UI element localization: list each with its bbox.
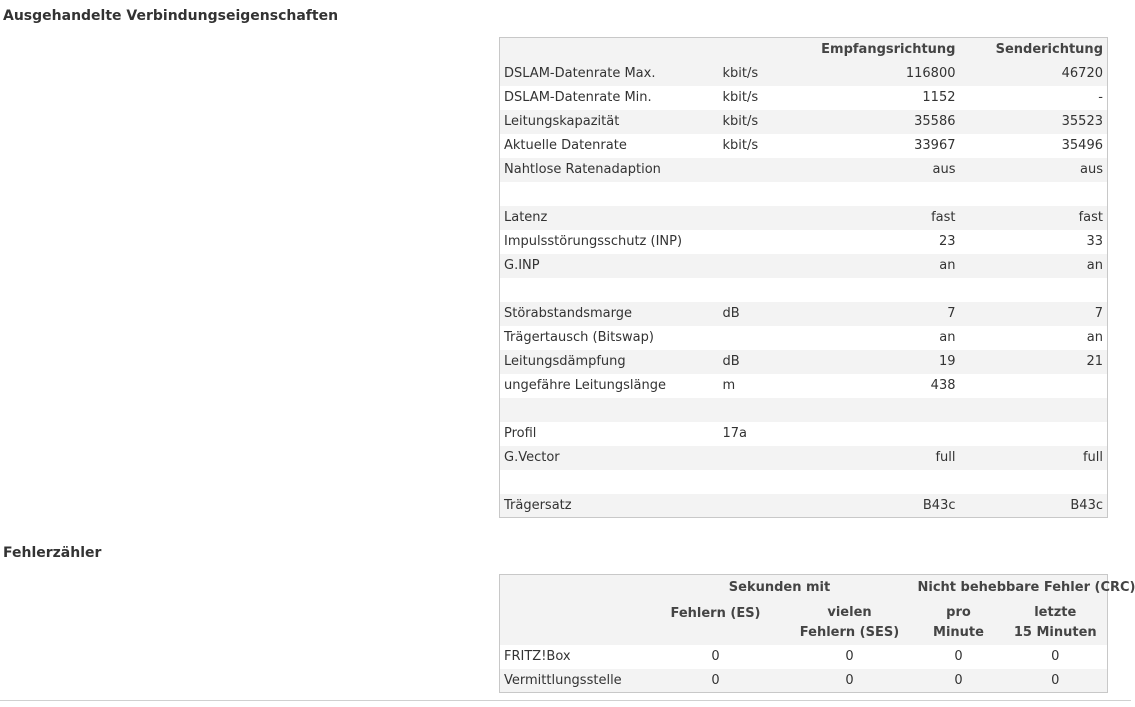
value-receive: 438 <box>930 378 956 393</box>
value-send: an <box>1086 258 1103 273</box>
section-title-negotiated-properties: Ausgehandelte Verbindungseigenschaften <box>3 8 339 24</box>
value-receive: 33967 <box>914 138 956 153</box>
value-receive: 19 <box>938 354 956 369</box>
table-row <box>500 374 1108 398</box>
value-send: 46720 <box>1061 66 1103 81</box>
value-es: 0 <box>711 672 720 688</box>
value-send: 33 <box>1086 234 1103 249</box>
table-row <box>500 158 1108 182</box>
table-row <box>500 669 1108 693</box>
group-header-crc: Nicht behebbare Fehler (CRC) <box>917 580 1135 596</box>
value-send <box>960 278 1108 302</box>
header-ses <box>786 601 914 645</box>
table-group-header-row <box>500 575 1108 601</box>
property-unit <box>719 230 799 254</box>
table-row <box>500 470 1108 494</box>
value-receive: 35586 <box>914 114 956 129</box>
property-unit <box>719 446 799 470</box>
value-send: fast <box>1078 210 1103 225</box>
table-header-row <box>500 38 1108 62</box>
property-name: Trägersatz <box>504 497 572 513</box>
table-row <box>500 446 1108 470</box>
value-receive: fast <box>931 210 956 225</box>
group-header-seconds: Sekunden mit <box>728 580 831 596</box>
value-crc-15-minutes: 0 <box>1051 672 1060 688</box>
table-row <box>500 350 1108 374</box>
table-row <box>500 398 1108 422</box>
table-row <box>500 278 1108 302</box>
header-send-direction: Senderichtung <box>995 42 1103 58</box>
value-send <box>960 398 1108 422</box>
header-receive-direction: Empfangsrichtung <box>821 42 956 58</box>
value-send: 21 <box>1086 354 1103 369</box>
value-receive: an <box>939 330 956 345</box>
bottom-divider <box>0 700 1131 701</box>
header-es-label: Fehlern (ES) <box>670 605 761 621</box>
table-row <box>500 494 1108 518</box>
value-receive: aus <box>932 162 956 177</box>
property-unit: m <box>722 378 736 393</box>
value-receive: 23 <box>938 234 956 249</box>
value-receive: 1152 <box>922 90 956 105</box>
property-name <box>500 470 719 494</box>
property-name: Latenz <box>504 210 548 225</box>
table-row <box>500 110 1108 134</box>
property-name: Trägertausch (Bitswap) <box>504 330 654 345</box>
header-per-minute <box>914 601 1004 645</box>
value-receive <box>799 422 960 446</box>
property-unit: dB <box>722 354 740 369</box>
property-unit: 17a <box>722 426 748 441</box>
table-row <box>500 645 1108 669</box>
value-crc-per-minute: 0 <box>954 649 963 664</box>
property-unit <box>719 470 799 494</box>
table-row <box>500 326 1108 350</box>
value-send <box>960 182 1108 206</box>
property-unit <box>719 254 799 278</box>
property-name: Profil <box>504 426 537 441</box>
property-name: DSLAM-Datenrate Max. <box>504 66 656 81</box>
group-header-empty <box>500 575 646 601</box>
header-last-15-minutes <box>1004 601 1108 645</box>
property-unit <box>719 326 799 350</box>
counter-source: Vermittlungsstelle <box>504 672 622 688</box>
property-name <box>500 278 719 302</box>
value-receive <box>799 278 960 302</box>
property-name: Leitungsdämpfung <box>504 354 626 369</box>
value-send: 7 <box>1094 306 1103 321</box>
header-pm-line2: Minute <box>933 624 984 640</box>
table-row <box>500 134 1108 158</box>
property-unit <box>719 494 799 518</box>
value-send <box>960 422 1108 446</box>
value-crc-per-minute: 0 <box>954 672 963 688</box>
header-pm-line1: pro <box>946 604 971 620</box>
value-send: full <box>1082 450 1103 465</box>
header-unit <box>719 38 799 62</box>
header-15-line2: 15 Minuten <box>1013 624 1097 640</box>
property-name: Impulsstörungsschutz (INP) <box>504 234 683 249</box>
table-row <box>500 182 1108 206</box>
property-name <box>500 398 719 422</box>
value-crc-15-minutes: 0 <box>1051 649 1060 664</box>
property-name: G.Vector <box>504 450 560 465</box>
value-send <box>960 470 1108 494</box>
header-name <box>500 601 646 645</box>
table-row <box>500 62 1108 86</box>
property-name: ungefähre Leitungslänge <box>504 378 666 393</box>
property-unit <box>719 158 799 182</box>
value-receive: an <box>939 258 956 273</box>
property-name: DSLAM-Datenrate Min. <box>504 90 652 105</box>
property-name: Störabstandsmarge <box>504 306 632 321</box>
table-row <box>500 302 1108 326</box>
error-counter-table <box>499 574 1135 693</box>
property-name <box>500 182 719 206</box>
value-receive: 116800 <box>905 66 956 81</box>
table-row <box>500 254 1108 278</box>
property-unit: kbit/s <box>722 114 759 129</box>
table-header-row <box>500 601 1108 645</box>
value-send: 35496 <box>1061 138 1103 153</box>
property-unit <box>719 182 799 206</box>
header-name <box>500 38 719 62</box>
value-send: B43c <box>1070 497 1103 513</box>
header-ses-line2: Fehlern (SES) <box>799 624 900 640</box>
property-name: G.INP <box>504 258 540 273</box>
value-receive: full <box>935 450 956 465</box>
value-send: 35523 <box>1061 114 1103 129</box>
table-row <box>500 206 1108 230</box>
property-unit: kbit/s <box>722 66 759 81</box>
property-unit: kbit/s <box>722 138 759 153</box>
property-unit: dB <box>722 306 740 321</box>
value-send <box>960 374 1108 398</box>
value-send: an <box>1086 330 1103 345</box>
property-name: Aktuelle Datenrate <box>504 138 627 153</box>
table-row <box>500 86 1108 110</box>
value-ses: 0 <box>845 649 854 664</box>
value-send: - <box>1098 90 1103 105</box>
value-ses: 0 <box>845 672 854 688</box>
value-send: aus <box>1080 162 1103 177</box>
table-row <box>500 422 1108 446</box>
property-unit <box>719 278 799 302</box>
section-title-error-counter: Fehlerzähler <box>3 545 102 561</box>
counter-source: FRITZ!Box <box>504 649 571 664</box>
value-es: 0 <box>711 649 720 664</box>
header-es <box>646 601 786 645</box>
table-row <box>500 230 1108 254</box>
value-receive <box>799 182 960 206</box>
header-15-line1: letzte <box>1034 604 1077 620</box>
value-receive <box>799 398 960 422</box>
value-receive: B43c <box>922 497 956 513</box>
property-unit: kbit/s <box>722 90 759 105</box>
property-name: Nahtlose Ratenadaption <box>504 162 661 177</box>
value-receive <box>799 470 960 494</box>
property-unit <box>719 206 799 230</box>
property-unit <box>719 398 799 422</box>
value-receive: 7 <box>947 306 956 321</box>
connection-properties-table <box>499 37 1108 518</box>
property-name: Leitungskapazität <box>504 114 620 129</box>
header-ses-line1: vielen <box>827 604 872 620</box>
